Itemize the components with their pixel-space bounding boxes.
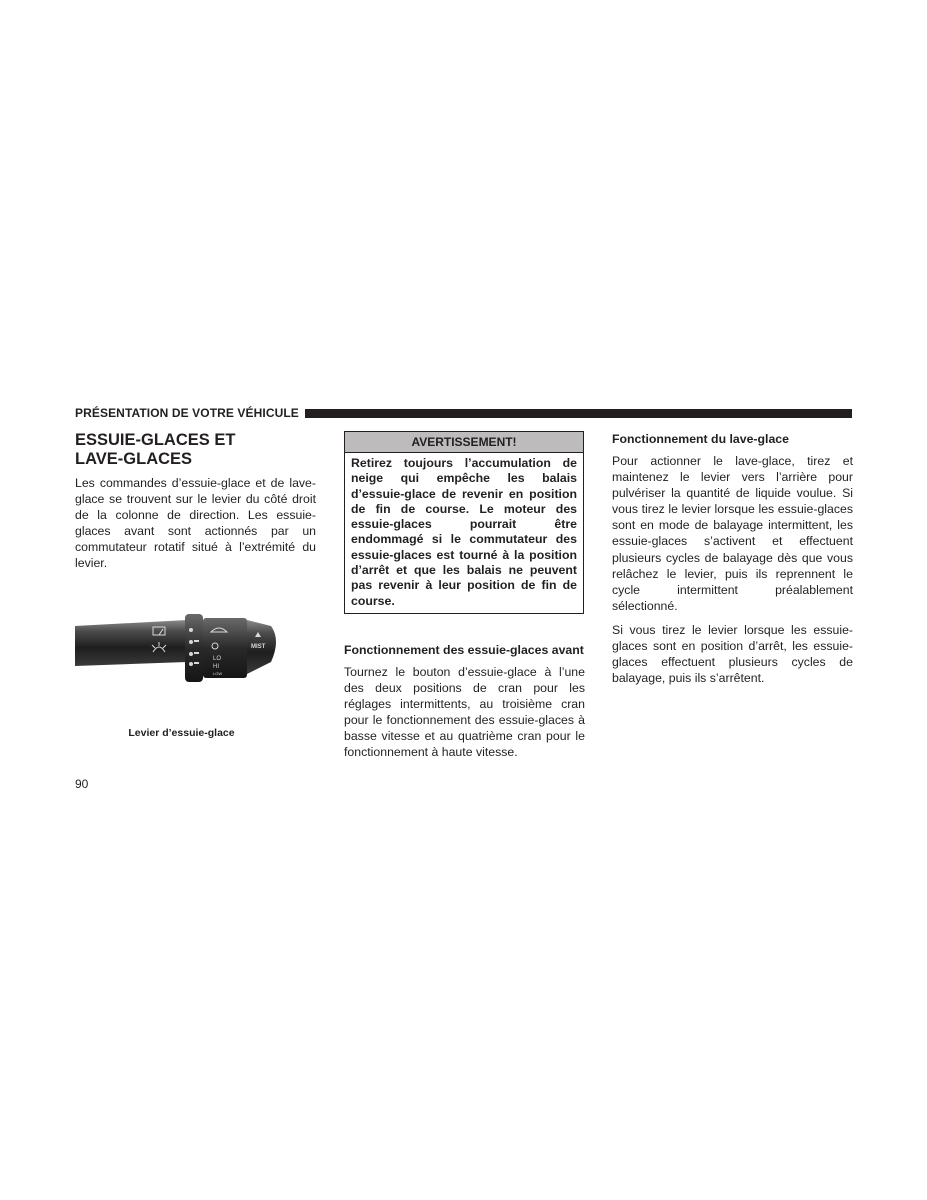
section-title-line2: LAVE-GLACES <box>75 450 193 468</box>
low-small-label: LOW <box>213 671 223 676</box>
washer-subtitle: Fonctionnement du lave-glace <box>612 432 789 446</box>
figure-caption: Levier d’essuie-glace <box>128 727 235 739</box>
column-middle <box>344 431 585 761</box>
washer-paragraph-2: Si vous tirez le levier lorsque les essuie-glaces sont en position d’arrêt, les essuie-glaces effectuent plusieurs cycles de balayage, puis ils s’arrêtent. <box>612 622 853 686</box>
running-header-title: PRÉSENTATION DE VOTRE VÉHICULE <box>75 406 299 420</box>
warning-box <box>344 431 584 614</box>
column-right <box>612 431 853 686</box>
washer-paragraph-1: Pour actionner le lave-glace, tirez et maintenez le levier vers l’arrière pour pulvériser la quantité de liquide voulue. Si vous tirez le levier lorsque les essuie-glaces sont en mode de balayage intermittent, les essuie-glaces s’activent et effectuent plusieurs cycles de balayage dès que vous relâchez le levier, puis ils reprennent le cycle intermittent préalablement sélectionné. <box>612 454 853 613</box>
front-wipers-subtitle: Fonctionnement des essuie-glaces avant <box>344 642 584 657</box>
wiper-lever-illustration <box>75 600 316 710</box>
header-rule <box>305 409 852 418</box>
mist-label: MIST <box>251 644 266 650</box>
high-label: HI <box>213 664 219 670</box>
wiper-lever-figure <box>75 600 316 710</box>
front-wipers-paragraph: Tournez le bouton d’essuie-glace à l’une des deux positions de cran pour les réglages intermittents, au troisième cran pour le fonctionnement des essuie-glaces à basse vitesse et au quatrième cran pour le fonctionnement à haute vitesse. <box>344 664 585 760</box>
column-left <box>75 431 316 572</box>
running-header <box>75 405 852 421</box>
warning-title: AVERTISSEMENT! <box>345 432 583 453</box>
intro-paragraph: Les commandes d’essuie-glace et de lave-glace se trouvent sur le levier du côté droit de la colonne de direction. Les essuie-glaces avant sont actionnés par un commutateur rotatif situé à l’extrémité du levier. <box>75 476 316 571</box>
warning-text: Retirez toujours l’accumulation de neige qui empêche les balais d’essuie-glace de revenir en position de fin de course. Le moteur des essuie-glaces pourrait être endommagé si le commutateur des essuie-glaces est tourné à la position d’arrêt et que les balais ne peuvent pas revenir à leur position de fin de course. <box>351 456 577 608</box>
section-title <box>75 431 316 469</box>
low-label: LO <box>213 656 222 662</box>
page-number: 90 <box>75 777 89 791</box>
section-title-line1: ESSUIE-GLACES ET <box>75 431 236 449</box>
